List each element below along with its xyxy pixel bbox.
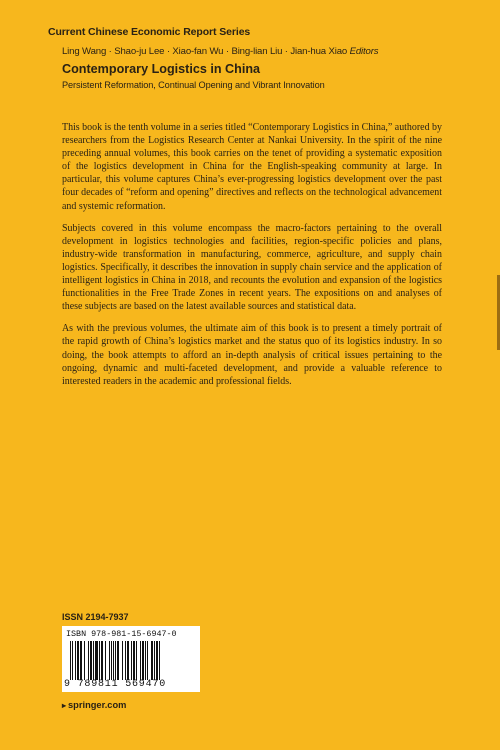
back-cover-blurb [62,121,442,397]
book-subtitle: Persistent Reformation, Continual Opening and Vibrant Innovation [62,80,325,90]
publisher-url: springer.com [68,700,127,710]
publisher-link[interactable] [62,700,126,710]
barcode-digits: 9 789811 569470 [64,679,167,690]
isbn-label: ISBN 978-981-15-6947-0 [66,629,177,639]
barcode-bar [160,641,161,680]
issn-label: ISSN 2194-7937 [62,612,129,622]
editors-line [62,46,378,57]
blurb-paragraph-1: This book is the tenth volume in a series titled “Contemporary Logistics in China,” authored by researchers from the Logistics Research Center at Nankai University. In the spirit of the nine preceding annual volumes, this book carries on the tenet of providing a systematic exposition of the logistics development in China for the English-speaking community at large. In particular, this volume captures China’s ever-progressing logistics development over the past four decades of “reform and opening” directives and reflects on the technological advancement and systemic reformation. [62,122,442,212]
editor-names: Ling Wang · Shao-ju Lee · Xiao-fan Wu · Bing-lian Liu · Jian-hua Xiao [62,46,348,57]
book-title: Contemporary Logistics in China [62,62,261,76]
editors-role: Editors [349,46,379,57]
blurb-paragraph-3: As with the previous volumes, the ultimate aim of this book is to present a timely portrait of the rapid growth of China’s logistics market and the status quo of its logistics industry. In so doing, the book attempts to afford an in-depth analysis of critical issues pertaining to the ongoing, dynamic and multi-faceted development, and provide a valuable reference to interested readers in the academic and professional fields. [62,323,442,387]
arrow-icon: ▸ [62,701,67,710]
series-title: Current Chinese Economic Report Series [48,26,251,38]
isbn-barcode [62,626,200,692]
blurb-paragraph-2: Subjects covered in this volume encompass the macro-factors pertaining to the overall development in logistics technologies and facilities, region-specific policies and plans, industry-wide transformation in manufacturing, commerce, agriculture, and supply chain logistics. Specifically, it describes the innovation in supply chain service and the application of intelligent logistics in China in 2018, and recounts the evolution and expansion of the logistics functionalities in the Free Trade Zones in recent years. The expositions on and analyses of these subjects are based on the latest available sources and statistical data. [62,222,442,313]
barcode-bars [70,641,194,680]
